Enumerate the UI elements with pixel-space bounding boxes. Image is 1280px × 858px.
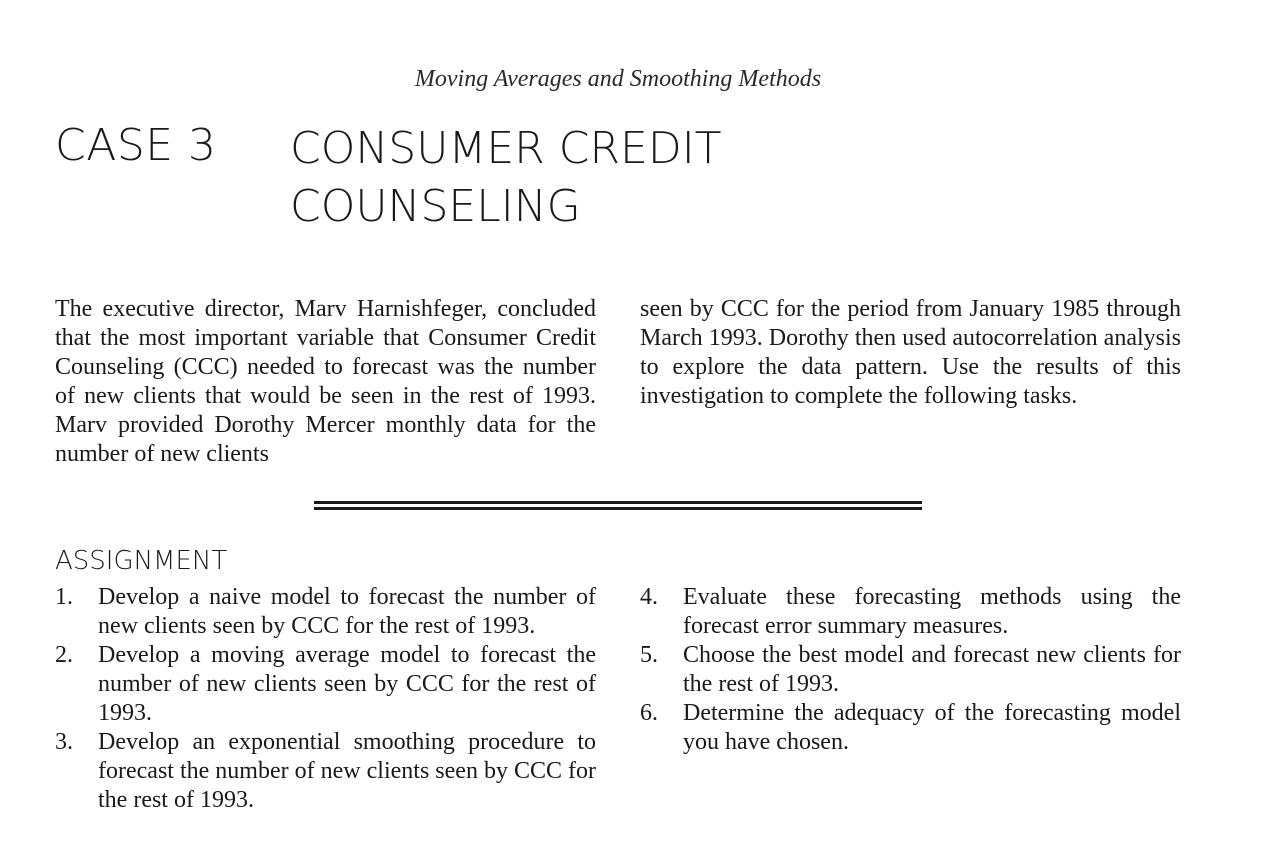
task-list-right [640,583,1181,757]
task-item [55,728,596,815]
task-number: 4. [640,584,658,610]
case-title [290,120,890,236]
task-text: Develop a moving average model to forecast the number of new clients seen by CCC for the rest of 1993. [98,642,596,726]
task-number: 5. [640,642,658,668]
task-number: 1. [55,584,73,610]
task-number: 3. [55,729,73,755]
task-item [55,583,596,641]
section-divider [314,507,922,510]
task-text: Develop a naive model to forecast the number of new clients seen by CCC for the rest of 1993. [98,584,596,639]
case-label: CASE 3 [55,120,217,171]
case-title-line: COUNSELING [290,181,581,232]
section-divider [314,501,922,504]
task-item [55,641,596,728]
task-item [640,699,1181,757]
task-text: Develop an exponential smoothing procedure to forecast the number of new clients seen by CCC for the rest of 1993. [98,729,596,813]
task-list-left [55,583,596,815]
task-number: 6. [640,700,658,726]
case-title-line: CONSUMER CREDIT [290,123,722,174]
running-head: Moving Averages and Smoothing Methods [414,66,822,92]
assignment-heading: ASSIGNMENT [55,546,228,576]
task-text: Choose the best model and forecast new clients for the rest of 1993. [683,642,1181,697]
task-text: Determine the adequacy of the forecasting model you have chosen. [683,700,1181,755]
intro-paragraph-right: seen by CCC for the period from January 1985 through March 1993. Dorothy then used autocorrelation analysis to explore the data pattern. Use the results of this investigation to complete the following tasks. [640,296,1181,409]
task-item [640,641,1181,699]
task-text: Evaluate these forecasting methods using the forecast error summary measures. [683,584,1181,639]
task-item [640,583,1181,641]
intro-paragraph-left: The executive director, Marv Harnishfeger, concluded that the most important variable that Consumer Credit Counseling (CCC) needed to forecast was the number of new clients that would be seen in the rest of 1993. Marv provided Dorothy Mercer monthly data for the number of new clients [55,296,596,467]
task-number: 2. [55,642,73,668]
